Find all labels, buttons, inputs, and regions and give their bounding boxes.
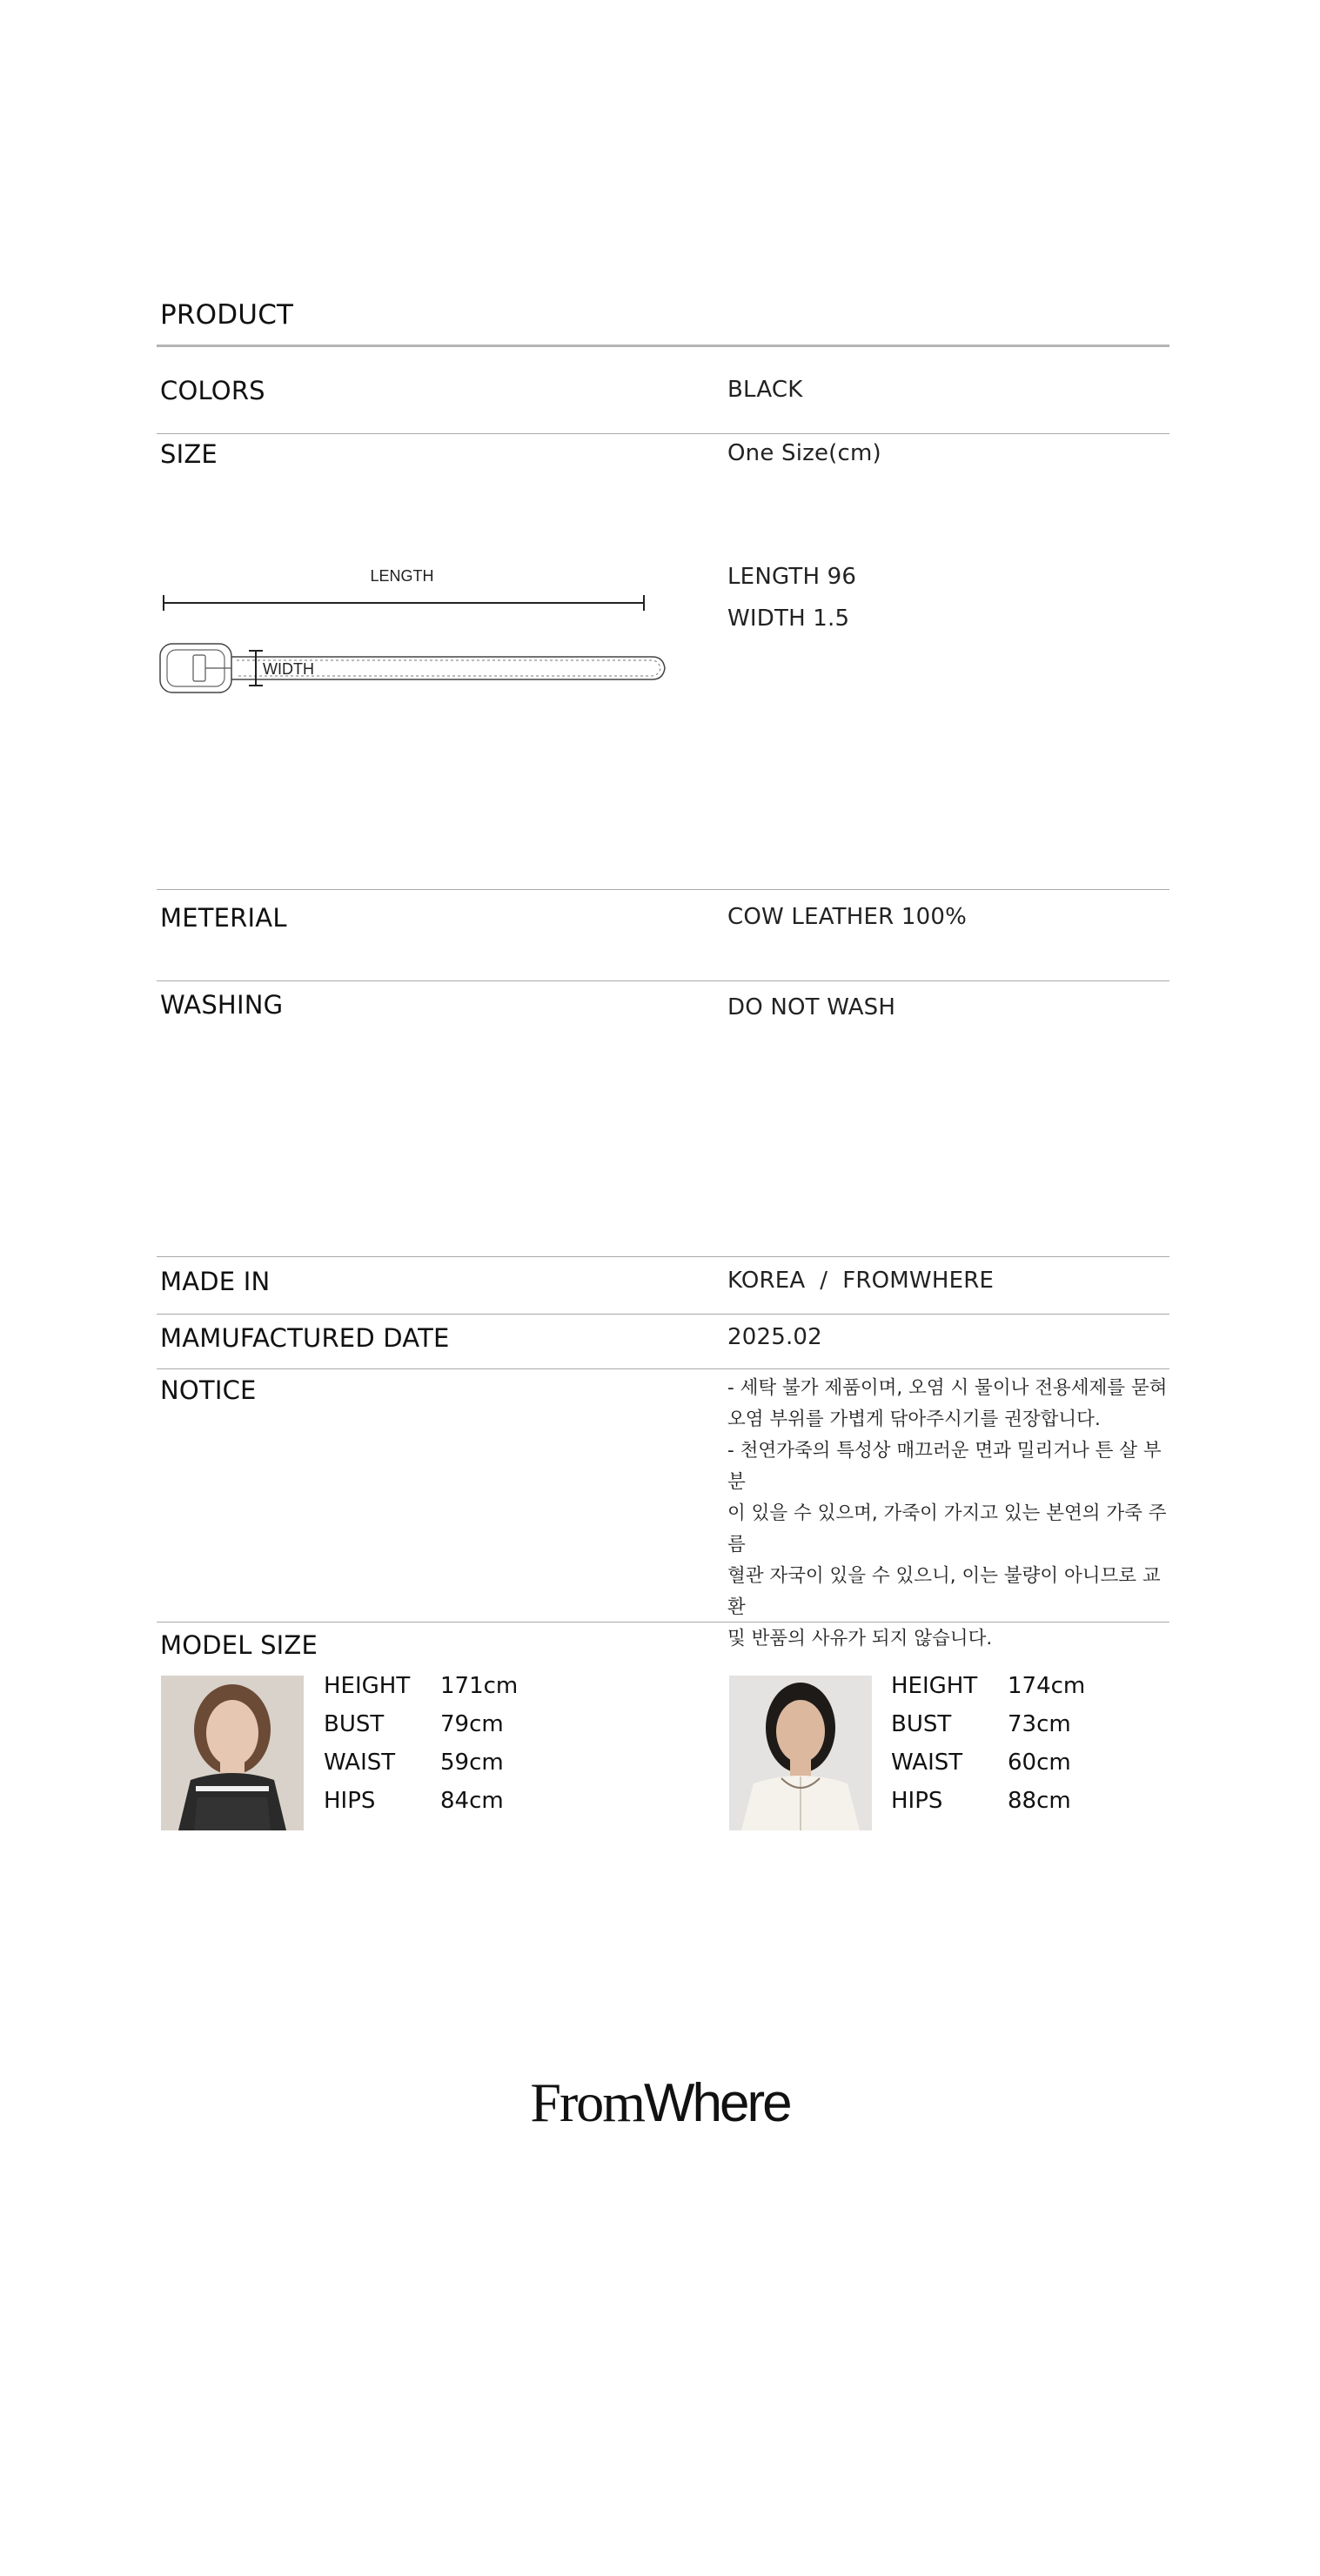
height-label: HEIGHT bbox=[891, 1673, 978, 1699]
hips-value: 84cm bbox=[440, 1788, 504, 1814]
material-value: COW LEATHER 100% bbox=[727, 904, 967, 930]
model-size-label: MODEL SIZE bbox=[160, 1630, 318, 1660]
divider bbox=[157, 889, 1169, 890]
size-label: SIZE bbox=[160, 439, 218, 469]
made-in-label: MADE IN bbox=[160, 1267, 271, 1296]
height-value: 174cm bbox=[1008, 1673, 1086, 1699]
header-divider bbox=[157, 345, 1169, 347]
notice-line: 및 반품의 사유가 되지 않습니다. bbox=[727, 1628, 993, 1649]
waist-value: 60cm bbox=[1008, 1750, 1071, 1776]
diagram-width-label: WIDTH bbox=[263, 660, 314, 678]
hips-label: HIPS bbox=[891, 1788, 943, 1814]
manufactured-value: 2025.02 bbox=[727, 1324, 822, 1350]
waist-label: WAIST bbox=[891, 1750, 963, 1776]
diagram-length-label: LENGTH bbox=[370, 567, 434, 585]
brand-logo bbox=[0, 2071, 1320, 2135]
hips-value: 88cm bbox=[1008, 1788, 1071, 1814]
colors-label: COLORS bbox=[160, 376, 265, 405]
notice-text bbox=[727, 1373, 1169, 1655]
notice-line: - 천연가죽의 특성상 매끄러운 면과 밀리거나 튼 살 부분 bbox=[727, 1440, 1162, 1493]
brand-logo-part: Where bbox=[644, 2073, 790, 2133]
size-width: WIDTH 1.5 bbox=[727, 606, 850, 632]
bust-value: 73cm bbox=[1008, 1711, 1071, 1737]
waist-label: WAIST bbox=[324, 1750, 396, 1776]
divider bbox=[157, 1622, 1169, 1623]
model-photo bbox=[729, 1676, 872, 1830]
divider bbox=[157, 1368, 1169, 1369]
notice-line: 혈관 자국이 있을 수 있으니, 이는 불량이 아니므로 교환 bbox=[727, 1565, 1161, 1618]
height-value: 171cm bbox=[440, 1673, 519, 1699]
divider bbox=[157, 980, 1169, 981]
notice-line: 오염 부위를 가볍게 닦아주시기를 권장합니다. bbox=[727, 1408, 1101, 1430]
model-stats bbox=[891, 1667, 1085, 1820]
bust-value: 79cm bbox=[440, 1711, 504, 1737]
material-label: METERIAL bbox=[160, 903, 287, 933]
model-photo bbox=[161, 1676, 304, 1830]
section-title: PRODUCT bbox=[160, 299, 294, 331]
notice-line: - 세탁 불가 제품이며, 오염 시 물이나 전용세제를 묻혀 bbox=[727, 1377, 1168, 1399]
manufactured-label: MAMUFACTURED DATE bbox=[160, 1323, 450, 1353]
washing-value: DO NOT WASH bbox=[727, 994, 896, 1020]
model-stats bbox=[324, 1667, 518, 1820]
bust-label: BUST bbox=[324, 1711, 385, 1737]
notice-label: NOTICE bbox=[160, 1375, 257, 1405]
divider bbox=[157, 1256, 1169, 1257]
notice-line: 이 있을 수 있으며, 가죽이 가지고 있는 본연의 가죽 주름 bbox=[727, 1502, 1167, 1556]
size-value: One Size(cm) bbox=[727, 440, 881, 466]
bust-label: BUST bbox=[891, 1711, 952, 1737]
divider bbox=[157, 433, 1169, 434]
colors-value: BLACK bbox=[727, 377, 803, 403]
waist-value: 59cm bbox=[440, 1750, 504, 1776]
washing-label: WASHING bbox=[160, 990, 284, 1020]
hips-label: HIPS bbox=[324, 1788, 376, 1814]
made-in-value: KOREA / FROMWHERE bbox=[727, 1268, 995, 1294]
divider bbox=[157, 1314, 1169, 1315]
size-length: LENGTH 96 bbox=[727, 564, 857, 590]
height-label: HEIGHT bbox=[324, 1673, 411, 1699]
brand-logo-part: From bbox=[530, 2071, 645, 2133]
belt-diagram bbox=[157, 557, 679, 705]
